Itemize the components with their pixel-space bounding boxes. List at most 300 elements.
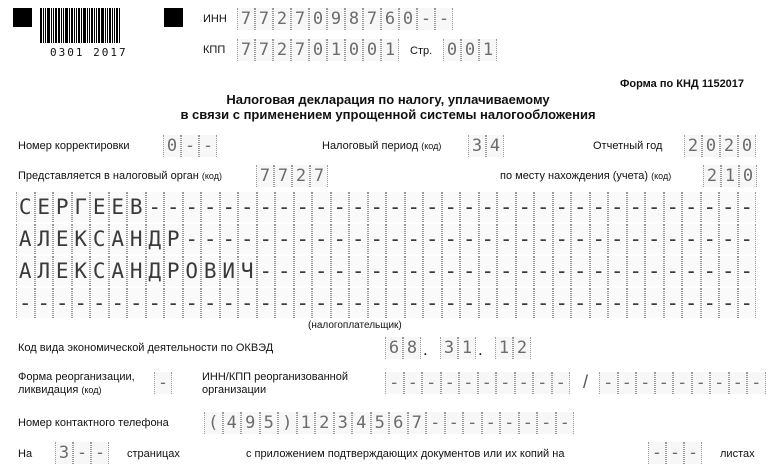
char-cell: - [294,288,313,318]
char-cell: 3 [334,412,353,434]
char-cell: - [645,224,664,254]
char-cell: - [648,442,666,464]
char-cell: 3 [55,442,73,464]
char-cell: Е [90,192,109,222]
char-cell: 0 [345,39,363,61]
char-cell: 7 [291,8,309,30]
pages-count-field[interactable] [55,442,109,464]
char-cell: - [719,192,738,222]
reorg-label-line-2: ликвидация (код) [18,384,102,396]
char-cell: - [220,224,239,254]
okved-part-2[interactable] [440,337,476,359]
inn-label: ИНН [203,13,227,25]
char-cell: - [738,256,757,286]
char-cell: - [627,192,646,222]
char-cell: С [16,192,35,222]
char-cell: - [257,224,276,254]
char-cell: - [701,288,720,318]
char-cell: - [738,192,757,222]
char-cell: - [442,256,461,286]
char-cell: - [599,372,618,394]
char-cell: - [497,224,516,254]
char-cell: В [201,256,220,286]
char-cell: - [534,224,553,254]
char-cell: 0 [163,135,181,157]
okved-label: Код вида экономической деятельности по ОКВЭД [18,342,274,354]
char-cell: - [516,224,535,254]
char-cell: - [682,288,701,318]
char-cell: - [164,288,183,318]
char-cell: К [72,224,91,254]
char-cell: 1 [297,412,316,434]
char-cell: - [719,256,738,286]
char-cell: - [719,224,738,254]
char-cell: - [368,224,387,254]
char-cell: - [552,372,571,394]
char-cell: - [146,288,165,318]
inn-field[interactable] [237,8,453,30]
char-cell: 2 [703,165,721,187]
char-cell: - [738,288,757,318]
barcode-bar [105,8,106,43]
char-cell: - [294,224,313,254]
taxpayer-line-2[interactable] [16,224,756,254]
char-cell: - [664,224,683,254]
char-cell: - [537,412,556,434]
barcode-bar [101,8,104,43]
char-cell: 9 [327,8,345,30]
barcode-bar [89,8,90,43]
char-cell: 9 [241,412,260,434]
char-cell: - [422,372,441,394]
char-cell: - [682,192,701,222]
char-cell: 0 [399,8,417,30]
char-cell: 7 [237,8,255,30]
char-cell: 8 [403,337,421,359]
char-cell: - [417,8,435,30]
char-cell: - [571,192,590,222]
char-cell: 4 [486,135,504,157]
char-cell: 0 [443,39,461,61]
char-cell: - [553,224,572,254]
char-cell: 5 [371,412,390,434]
barcode-bar [71,8,73,43]
char-cell: - [655,372,674,394]
char-cell: - [516,288,535,318]
char-cell: - [331,224,350,254]
char-cell: - [442,224,461,254]
tax-authority-field[interactable] [256,165,328,187]
char-cell: - [692,372,711,394]
title-line-1: Налоговая декларация по налогу, уплачиваемому [226,92,550,107]
char-cell: 7 [256,165,274,187]
char-cell: - [220,288,239,318]
char-cell: - [312,288,331,318]
char-cell: - [349,256,368,286]
char-cell: - [109,288,128,318]
char-cell: - [682,256,701,286]
char-cell: - [460,288,479,318]
barcode-bar [87,8,88,43]
barcode-bar [40,8,42,43]
barcode-bar [112,8,113,43]
char-cell: - [386,256,405,286]
char-cell: - [719,288,738,318]
char-cell: К [72,256,91,286]
okved-dot-2: . [478,340,483,359]
pages-label: страницах [127,448,180,460]
char-cell: - [645,288,664,318]
char-cell: Н [127,224,146,254]
char-cell: - [183,192,202,222]
reorg-label-line-1: Форма реорганизации, [18,371,135,383]
okved-dot-1: . [423,340,428,359]
char-cell: - [516,192,535,222]
reorg-slash: / [583,372,589,392]
char-cell: - [618,372,637,394]
okved-part-3[interactable] [495,337,531,359]
reorg-inn-label-line-2: организации [202,384,267,396]
char-cell: - [349,192,368,222]
barcode-bar [81,8,82,43]
char-cell: - [701,224,720,254]
char-cell: 6 [389,412,408,434]
char-cell: - [275,288,294,318]
location-label: по месту нахождения (учета) (код) [500,170,672,182]
char-cell: 0 [309,39,327,61]
barcode-bar [74,8,75,43]
char-cell: 0 [702,135,720,157]
char-cell: А [16,224,35,254]
char-cell: - [441,372,460,394]
registration-marker-left [13,8,32,27]
barcode-bar [53,8,54,43]
char-cell: Р [164,256,183,286]
barcode-bar [96,8,97,43]
char-cell: 2 [273,39,291,61]
char-cell: - [664,256,683,286]
char-cell: - [729,372,748,394]
char-cell: - [460,224,479,254]
char-cell: - [608,256,627,286]
char-cell: - [534,256,553,286]
char-cell: - [127,288,146,318]
char-cell: 1 [721,165,739,187]
barcode-bar [55,8,57,43]
barcode-bar [47,8,50,43]
char-cell: А [109,256,128,286]
char-cell: - [386,224,405,254]
char-cell: - [460,256,479,286]
phone-field[interactable] [204,412,574,434]
char-cell: - [405,192,424,222]
pages-on-label: На [18,448,33,460]
char-cell: 7 [255,8,273,30]
char-cell: О [183,256,202,286]
barcode-bar [107,8,108,43]
char-cell: - [627,256,646,286]
char-cell: 3 [468,135,486,157]
char-cell: - [482,412,501,434]
attach-label: с приложением подтверждающих документов или их копий на [246,448,565,460]
title-line-2: в связи с применением упрощенной системы налогообложения [180,107,596,122]
char-cell: - [349,288,368,318]
barcode-bar [43,8,44,43]
char-cell: - [442,288,461,318]
char-cell: - [238,192,257,222]
char-cell: 7 [237,39,255,61]
char-cell: - [183,224,202,254]
char-cell: - [747,372,766,394]
barcode [40,8,144,43]
char-cell: - [405,224,424,254]
char-cell: 6 [385,337,403,359]
sheets-label: листах [720,448,755,460]
char-cell: 6 [381,8,399,30]
reorg-inn-field[interactable] [385,372,570,394]
char-cell: Л [35,256,54,286]
correction-label: Номер корректировки [18,140,130,152]
char-cell: - [275,192,294,222]
tax-period-field[interactable] [468,135,504,157]
char-cell: Е [53,256,72,286]
char-cell: - [710,372,729,394]
reorg-kpp-field[interactable] [599,372,766,394]
char-cell: 4 [352,412,371,434]
char-cell: - [590,224,609,254]
char-cell: - [257,256,276,286]
char-cell: А [16,256,35,286]
char-cell: 7 [255,39,273,61]
char-cell: 0 [739,165,757,187]
char-cell: 2 [292,165,310,187]
char-cell: 2 [720,135,738,157]
char-cell: - [516,256,535,286]
barcode-bar [65,8,68,43]
barcode-bar [94,8,95,43]
barcode-bar [83,8,86,43]
char-cell: - [608,224,627,254]
correction-field[interactable] [163,135,217,157]
barcode-bar [63,8,64,43]
char-cell: 5 [260,412,279,434]
char-cell: - [154,372,172,394]
char-cell: И [220,256,239,286]
char-cell: - [664,192,683,222]
char-cell: - [571,256,590,286]
char-cell: - [533,372,552,394]
char-cell: - [478,372,497,394]
char-cell: - [331,288,350,318]
char-cell: - [257,288,276,318]
char-cell: - [181,135,199,157]
char-cell: 1 [381,39,399,61]
char-cell: - [463,412,482,434]
char-cell: - [73,442,91,464]
char-cell: - [423,256,442,286]
char-cell: В [127,192,146,222]
barcode-bar [98,8,100,43]
char-cell: - [479,288,498,318]
char-cell: - [368,192,387,222]
page-number-field[interactable] [443,39,497,61]
char-cell: - [275,256,294,286]
page-label: Стр. [410,45,433,57]
char-cell: - [701,256,720,286]
char-cell: - [201,288,220,318]
char-cell: - [664,288,683,318]
char-cell: Д [146,224,165,254]
char-cell: - [53,288,72,318]
char-cell: - [294,192,313,222]
barcode-bar [109,8,111,43]
char-cell: 2 [273,8,291,30]
char-cell: - [312,192,331,222]
char-cell: - [684,442,702,464]
barcode-bar [69,8,70,43]
char-cell: - [645,256,664,286]
char-cell: - [608,288,627,318]
char-cell: - [404,372,423,394]
char-cell: - [201,224,220,254]
char-cell: - [405,256,424,286]
taxpayer-line-3[interactable] [16,256,756,286]
char-cell: 1 [479,39,497,61]
char-cell: - [183,288,202,318]
char-cell: - [701,192,720,222]
char-cell: 2 [315,412,334,434]
char-cell: Ч [238,256,257,286]
char-cell: - [645,192,664,222]
barcode-bar [51,8,52,43]
reporting-year-field[interactable] [684,135,756,157]
registration-marker-right [164,8,183,27]
char-cell: 0 [738,135,756,157]
char-cell: - [515,372,534,394]
char-cell: 0 [309,8,327,30]
barcode-bar [119,8,120,43]
barcode-number: 0301 2017 [50,46,128,59]
char-cell: - [479,256,498,286]
char-cell: - [426,412,445,434]
barcode-bar [76,8,77,43]
kpp-label: КПП [203,44,226,56]
char-cell: - [199,135,217,157]
char-cell: - [479,224,498,254]
year-label: Отчетный год [593,140,663,152]
char-cell: - [673,372,692,394]
char-cell: - [571,288,590,318]
char-cell: Е [109,192,128,222]
char-cell: Р [53,192,72,222]
char-cell: - [519,412,538,434]
char-cell: - [72,288,91,318]
char-cell: - [682,224,701,254]
char-cell: - [91,442,109,464]
char-cell: 3 [440,337,458,359]
char-cell: ( [204,412,223,434]
char-cell: С [90,224,109,254]
char-cell: - [553,192,572,222]
char-cell: Д [146,256,165,286]
char-cell: - [331,192,350,222]
reorg-form-field[interactable] [154,372,172,394]
barcode-bar [45,8,46,43]
char-cell: Г [72,192,91,222]
char-cell: 7 [310,165,328,187]
char-cell: Е [35,192,54,222]
form-code: Форма по КНД 1152017 [620,78,745,90]
char-cell: - [435,8,453,30]
taxpayer-line-1[interactable] [16,192,756,222]
char-cell: - [257,192,276,222]
char-cell: - [534,192,553,222]
char-cell: Р [164,224,183,254]
char-cell: 7 [363,8,381,30]
char-cell: - [238,288,257,318]
char-cell: - [553,288,572,318]
char-cell: 1 [495,337,513,359]
barcode-bar [78,8,80,43]
char-cell: 1 [458,337,476,359]
okved-part-1[interactable] [385,337,421,359]
char-cell: Н [127,256,146,286]
taxpayer-caption: (налогоплательщик) [308,320,402,331]
char-cell: - [497,256,516,286]
char-cell: - [590,256,609,286]
kpp-field[interactable] [237,39,399,61]
period-label: Налоговый период (код) [322,140,442,152]
char-cell: - [553,256,572,286]
char-cell: - [608,192,627,222]
attach-sheets-field[interactable] [648,442,702,464]
char-cell: 7 [274,165,292,187]
char-cell: - [534,288,553,318]
barcode-bar [58,8,60,43]
char-cell: - [90,288,109,318]
char-cell: - [590,288,609,318]
char-cell: - [331,256,350,286]
char-cell: 2 [513,337,531,359]
char-cell: 7 [408,412,427,434]
char-cell: - [220,192,239,222]
char-cell: - [738,224,757,254]
char-cell: 1 [327,39,345,61]
taxpayer-line-4[interactable] [16,288,756,318]
char-cell: 0 [363,39,381,61]
char-cell: - [571,224,590,254]
char-cell: - [627,224,646,254]
location-code-field[interactable] [703,165,757,187]
char-cell: 7 [291,39,309,61]
char-cell: - [201,192,220,222]
char-cell: 2 [684,135,702,157]
char-cell: - [627,288,646,318]
char-cell: - [312,256,331,286]
char-cell: - [275,224,294,254]
char-cell: 8 [345,8,363,30]
barcode-bar [116,8,118,43]
char-cell: А [109,224,128,254]
char-cell: - [312,224,331,254]
char-cell: - [423,224,442,254]
char-cell: - [385,372,404,394]
char-cell: - [460,192,479,222]
barcode-bar [91,8,93,43]
reorg-inn-label-line-1: ИНН/КПП реорганизованной [202,371,348,383]
char-cell: - [146,192,165,222]
char-cell: 0 [461,39,479,61]
